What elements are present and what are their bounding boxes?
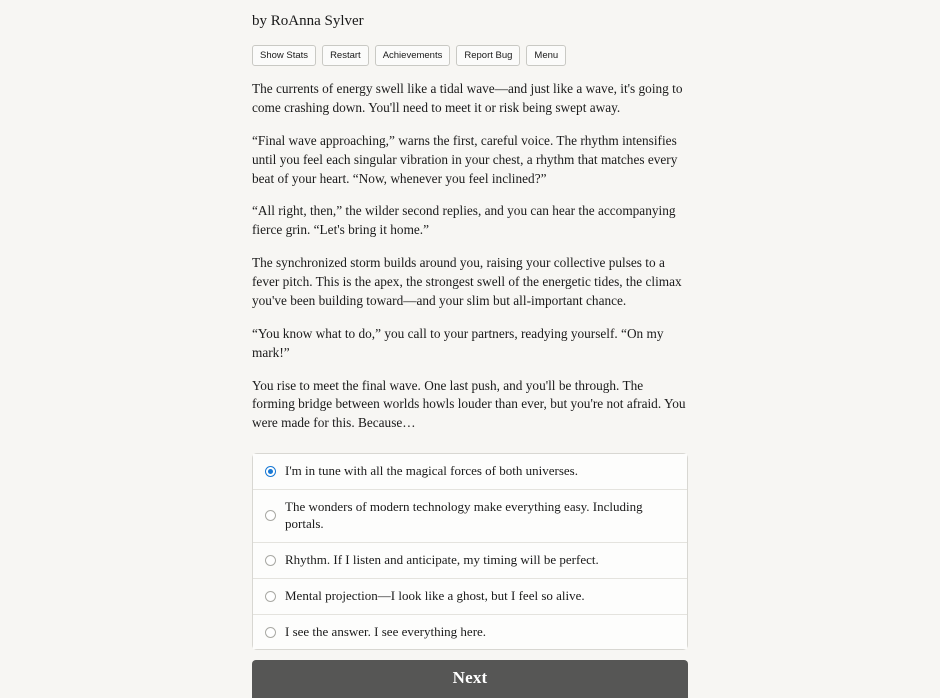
game-toolbar — [252, 45, 688, 67]
report-bug-button[interactable]: Report Bug — [456, 45, 520, 67]
menu-button[interactable]: Menu — [526, 45, 566, 67]
choice-label: Mental projection—I look like a ghost, but I feel so alive. — [285, 587, 585, 603]
story-paragraph: You rise to meet the final wave. One last push, and you'll be through. The forming bridge between worlds howls louder than ever, but you're not afraid. You were made for this. Because… — [252, 377, 686, 431]
list-item[interactable] — [253, 454, 687, 490]
choice-list — [252, 453, 688, 650]
choice-label: I see the answer. I see everything here. — [285, 623, 487, 639]
list-item[interactable] — [253, 543, 687, 579]
show-stats-button[interactable]: Show Stats — [252, 45, 316, 67]
story-paragraph: The synchronized storm builds around you, raising your collective pulses to a fever pitch. This is the apex, the strongest swell of the energetic tides, the climax you've been building toward—and your slim but all-important chance. — [252, 255, 682, 308]
story-paragraph: “Final wave approaching,” warns the first, careful voice. The rhythm intensifies until you feel each singular vibration in your chest, a rhythm that matches every beat of your heart. “Now, whenever you feel inclined?” — [252, 132, 678, 186]
restart-button[interactable]: Restart — [322, 45, 369, 67]
list-item[interactable] — [253, 579, 687, 615]
radio-icon[interactable] — [265, 510, 276, 521]
story-paragraph: “All right, then,” the wilder second replies, and you can hear the accompanying fierce grin. “Let's bring it home.” — [252, 203, 676, 238]
story-column — [252, 0, 688, 698]
achievements-button[interactable]: Achievements — [375, 45, 451, 67]
story-paragraph: The currents of energy swell like a tidal wave—and just like a wave, it's going to come crashing down. You'll need to meet it or risk being swept away. — [252, 81, 683, 115]
list-item[interactable] — [253, 615, 687, 650]
radio-icon[interactable] — [265, 627, 276, 638]
choice-label: I'm in tune with all the magical forces of both universes. — [285, 463, 578, 479]
radio-icon[interactable] — [265, 555, 276, 566]
list-item[interactable] — [253, 490, 687, 543]
next-button[interactable]: Next — [252, 660, 688, 698]
radio-icon[interactable] — [265, 591, 276, 602]
radio-icon[interactable] — [265, 466, 276, 477]
choice-label: Rhythm. If I listen and anticipate, my timing will be perfect. — [285, 551, 599, 567]
story-paragraph: “You know what to do,” you call to your partners, readying yourself. “On my mark!” — [252, 325, 664, 360]
choice-label: The wonders of modern technology make everything easy. Including portals. — [285, 499, 643, 531]
byline: by RoAnna Sylver — [252, 13, 364, 29]
